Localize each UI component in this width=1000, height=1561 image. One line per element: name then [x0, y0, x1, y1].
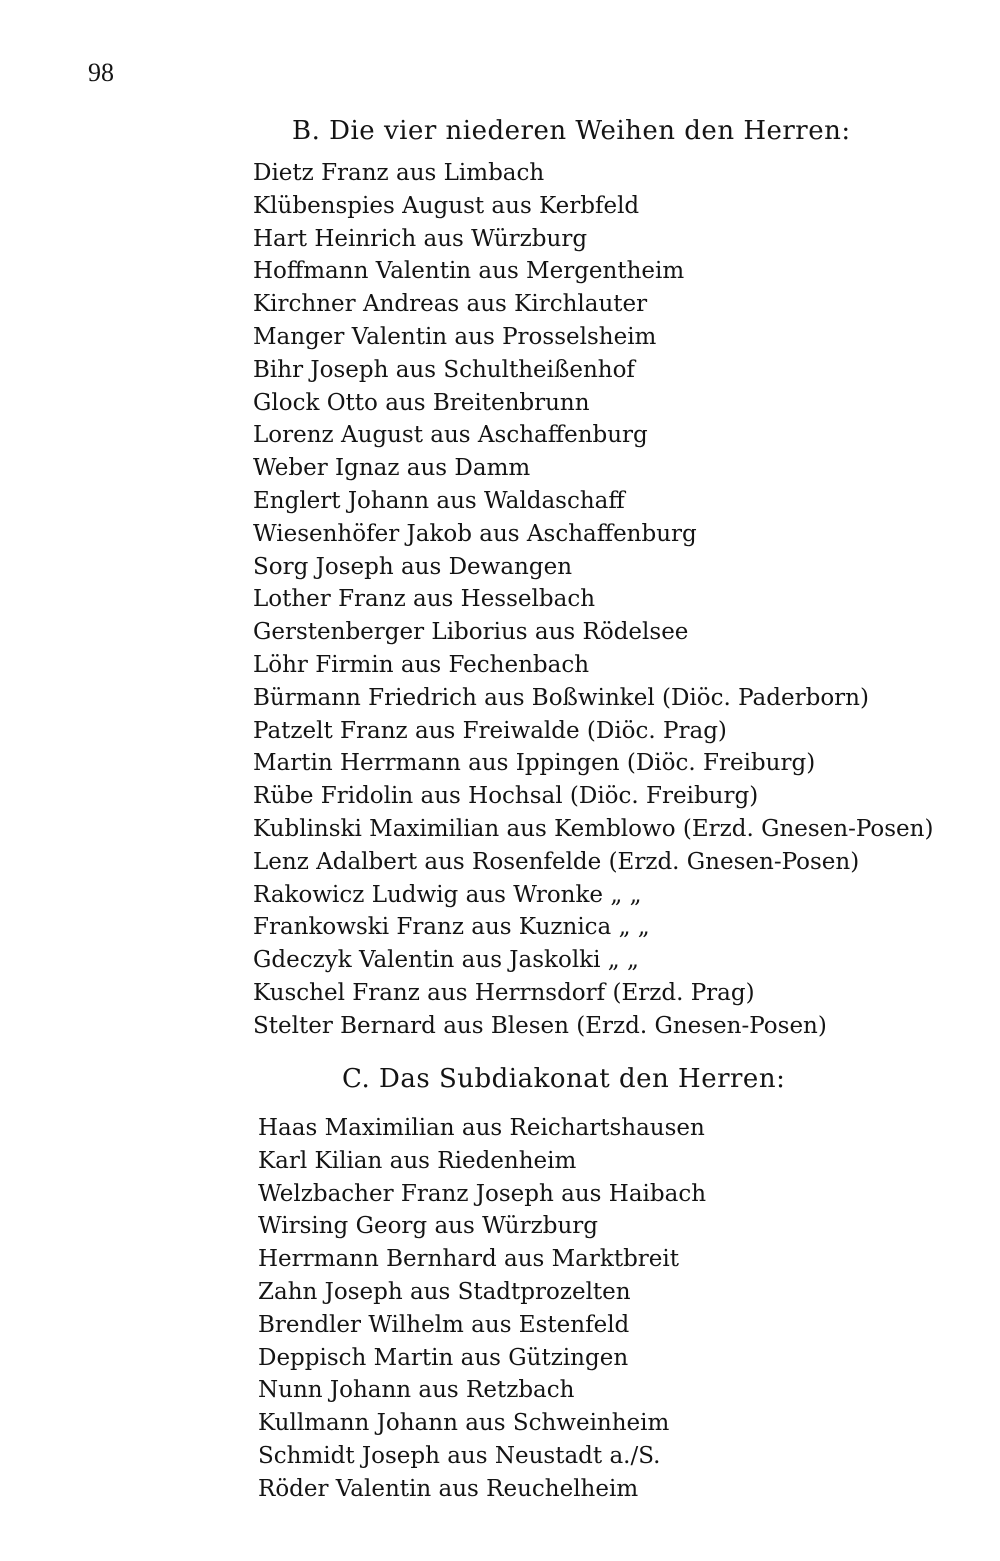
entry-text: Patzelt Franz aus Freiwalde (Diöc. Prag)	[253, 717, 727, 744]
entry-text: Wirsing Georg aus Würzburg	[258, 1213, 598, 1240]
entry-text: Schmidt Joseph aus Neustadt a./S.	[258, 1442, 661, 1469]
page-number: 98	[88, 58, 114, 87]
entry-text: Karl Kilian aus Riedenheim	[258, 1147, 577, 1174]
entry-text: Kublinski Maximilian aus Kemblowo (Erzd. Gnesen-Posen)	[253, 815, 934, 842]
entry-text: Herrmann Bernhard aus Marktbreit	[258, 1246, 679, 1273]
entry-text: Hoffmann Valentin aus Mergentheim	[253, 258, 685, 285]
entry-text: Bürmann Friedrich aus Boßwinkel (Diöc. Paderborn)	[253, 684, 869, 711]
entry-text: Rakowicz Ludwig aus Wronke „ „	[253, 881, 642, 908]
entry-text: Bihr Joseph aus Schultheißenhof	[253, 356, 635, 383]
entry-text: Löhr Firmin aus Fechenbach	[253, 651, 590, 678]
entry-text: Sorg Joseph aus Dewangen	[253, 553, 573, 580]
entry-text: Wiesenhöfer Jakob aus Aschaffenburg	[253, 520, 697, 547]
entry-text: Lother Franz aus Hesselbach	[253, 586, 596, 613]
entry-text: Dietz Franz aus Limbach	[253, 160, 545, 186]
entry-text: Manger Valentin aus Prosselsheim	[253, 323, 657, 350]
entry-text: Hart Heinrich aus Würzburg	[253, 225, 588, 252]
entry-text: Weber Ignaz aus Damm	[253, 455, 531, 482]
entry-text: Frankowski Franz aus Kuznica „ „	[253, 914, 650, 941]
entry-text: Kullmann Johann aus Schweinheim	[258, 1410, 670, 1437]
entry-text: Gdeczyk Valentin aus Jaskolki „ „	[253, 947, 639, 974]
entry-text: Glock Otto aus Breitenbrunn	[253, 389, 590, 416]
entry-text: Gerstenberger Liborius aus Rödelsee	[253, 619, 689, 646]
entry-text: Welzbacher Franz Joseph aus Haibach	[258, 1180, 707, 1207]
entry-text: Deppisch Martin aus Gützingen	[258, 1344, 629, 1371]
section-c-heading: C. Das Subdiakonat den Herren:	[342, 1064, 786, 1094]
entry-text: Haas Maximilian aus Reichartshausen	[258, 1115, 705, 1141]
section-b-heading: B. Die vier niederen Weihen den Herren:	[292, 116, 851, 146]
entry-text: Lenz Adalbert aus Rosenfelde (Erzd. Gnesen-Posen)	[253, 848, 860, 875]
entry-text: Klübenspies August aus Kerbfeld	[253, 192, 640, 219]
entry-text: Kirchner Andreas aus Kirchlauter	[253, 291, 648, 318]
entry-text: Kuschel Franz aus Herrnsdorf (Erzd. Prag)	[253, 979, 755, 1006]
entry-text: Martin Herrmann aus Ippingen (Diöc. Freiburg)	[253, 750, 816, 777]
entry-text: Englert Johann aus Waldaschaff	[253, 487, 625, 514]
entry-text: Brendler Wilhelm aus Estenfeld	[258, 1311, 630, 1338]
entry-text: Rübe Fridolin aus Hochsal (Diöc. Freiburg)	[253, 783, 759, 810]
entry-text: Röder Valentin aus Reuchelheim	[258, 1475, 639, 1502]
entry-text: Lorenz August aus Aschaffenburg	[253, 422, 648, 449]
entry-text: Zahn Joseph aus Stadtprozelten	[258, 1278, 631, 1305]
entry-text: Nunn Johann aus Retzbach	[258, 1377, 575, 1404]
entry-text: Stelter Bernard aus Blesen (Erzd. Gnesen-Posen)	[253, 1012, 827, 1039]
